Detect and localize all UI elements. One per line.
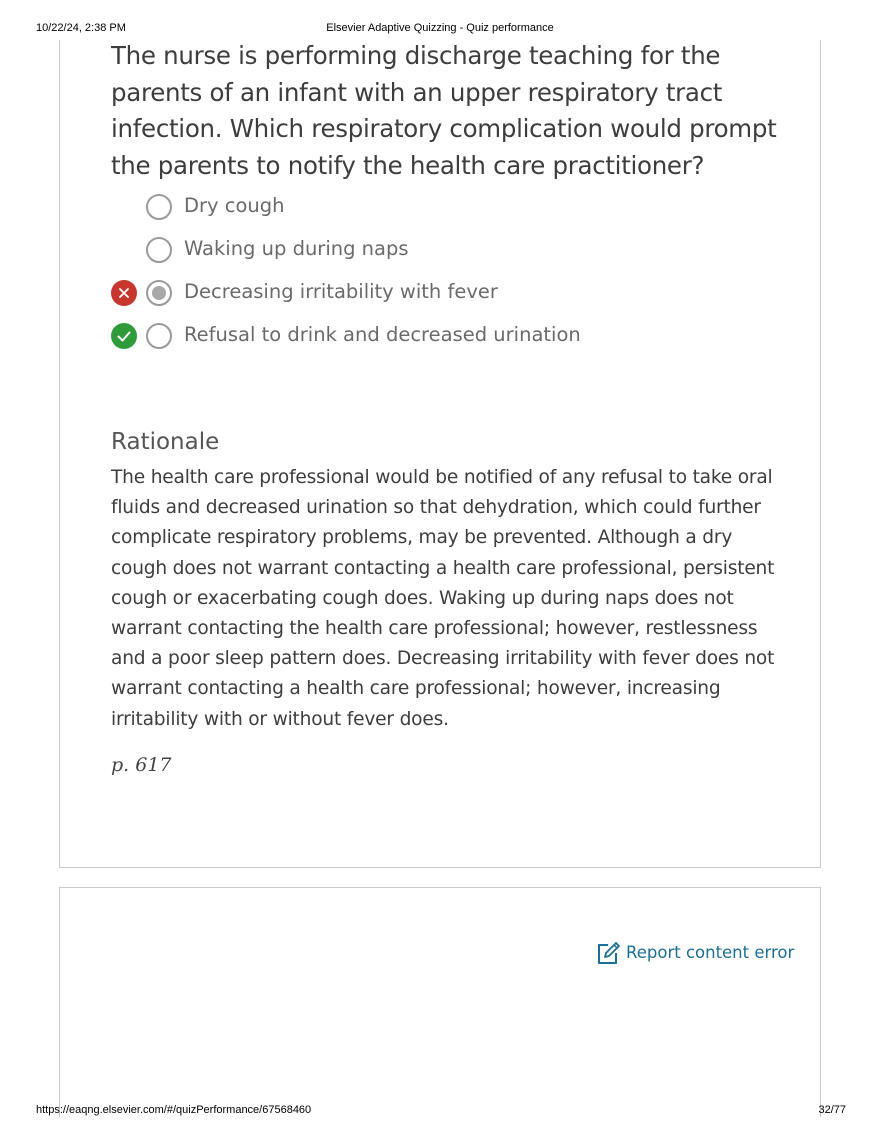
answer-option-2[interactable] xyxy=(111,235,751,265)
answer-option-label: Dry cough xyxy=(184,194,285,217)
print-datetime: 10/22/24, 2:38 PM xyxy=(36,22,126,34)
answer-option-4[interactable] xyxy=(111,321,751,351)
report-content-error-link[interactable] xyxy=(596,940,795,968)
correct-check-icon xyxy=(111,323,137,349)
report-card xyxy=(59,887,821,1117)
print-page-number: 32/77 xyxy=(818,1104,846,1116)
answer-option-label: Refusal to drink and decreased urination xyxy=(184,323,581,346)
print-url: https://eaqng.elsevier.com/#/quizPerformance/67568460 xyxy=(36,1104,312,1116)
radio-button[interactable] xyxy=(146,237,172,263)
radio-selected-dot xyxy=(152,286,166,300)
rationale-text: The health care professional would be notified of any refusal to take oral fluids and decreased urination so that dehydration, which could further complicate respiratory problems, may be prevented. Although a dry cough does not warrant contacting a health care professional, persistent cough or exacerbating cough does. Waking up during naps does not warrant contacting the health care professional; however, restlessness and a poor sleep pattern does. Decreasing irritability with fever does not warrant contacting a health care professional; however, increasing irritability with or without fever does. xyxy=(111,467,775,730)
print-page-title: Elsevier Adaptive Quizzing - Quiz performance xyxy=(326,22,554,34)
print-header xyxy=(0,22,880,36)
answer-option-3[interactable] xyxy=(111,278,751,308)
answer-option-label: Waking up during naps xyxy=(184,237,409,260)
question-text: The nurse is performing discharge teaching for the parents of an infant with an upper respiratory tract infection. Which respiratory complication would prompt the parents to notify the health care practitioner? xyxy=(111,41,777,180)
answer-option-label: Decreasing irritability with fever xyxy=(184,280,498,303)
radio-button[interactable] xyxy=(146,194,172,220)
answer-option-1[interactable] xyxy=(111,192,751,222)
page-reference: p. 617 xyxy=(111,754,172,776)
radio-button[interactable] xyxy=(146,323,172,349)
incorrect-x-icon xyxy=(111,280,137,306)
edit-icon xyxy=(596,940,620,966)
rationale-heading: Rationale xyxy=(111,429,220,455)
report-content-error-label: Report content error xyxy=(626,943,795,962)
radio-button-selected[interactable] xyxy=(146,280,172,306)
print-footer xyxy=(0,1104,880,1118)
